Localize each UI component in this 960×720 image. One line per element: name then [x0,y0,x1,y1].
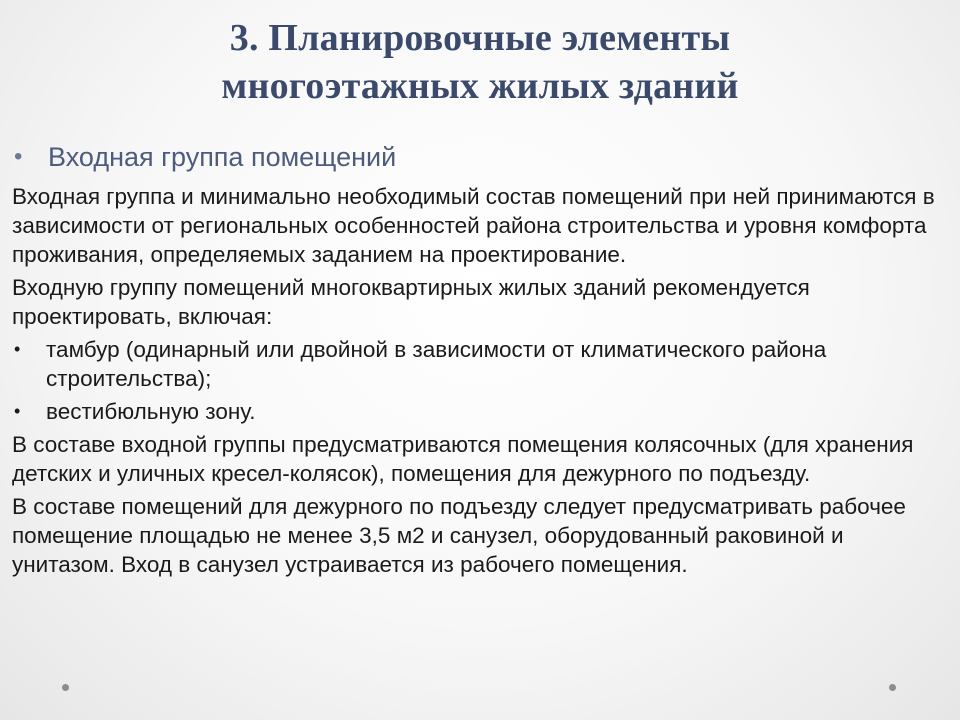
bullet-item-1 [12,335,942,393]
subheading-text: Входная группа помещений [48,142,397,172]
paragraph-3: В составе входной группы предусматриваются помещения колясочных (для хранения детских и уличных кресел-колясок), помещения для дежурного по подъезду. [12,432,914,486]
slide-content [12,140,942,583]
decorative-dot-left [62,684,69,691]
title-line-2: многоэтажных жилых зданий [221,65,739,107]
bullet-dot-icon: • [14,339,21,359]
paragraph-4: В составе помещений для дежурного по подъезду следует предусматривать рабочее помещение площадью не менее 3,5 м2 и санузел, оборудованный раковиной и унитазом. Вход в санузел устраивается из рабочего помещения. [12,494,906,577]
bullet-dot-icon: • [14,401,21,421]
subheading [12,140,942,174]
bullet-dot-icon: • [14,143,23,170]
bullet-item-2-text: вестибюльную зону. [46,399,256,424]
decorative-dot-right [889,684,896,691]
paragraph-1: Входная группа и минимально необходимый состав помещений при ней принимаются в зависимости от региональных особенностей района строительства и уровня комфорта проживания, определяемых заданием на проектирование. [12,184,935,267]
slide-title [40,14,920,110]
bullet-item-2 [12,397,942,426]
title-line-1: 3. Планировочные элементы [229,17,731,59]
paragraph-2: Входную группу помещений многоквартирных жилых зданий рекомендуется проектировать, включая: [12,275,810,329]
bullet-item-1-text: тамбур (одинарный или двойной в зависимости от климатического района строительства); [46,337,827,391]
